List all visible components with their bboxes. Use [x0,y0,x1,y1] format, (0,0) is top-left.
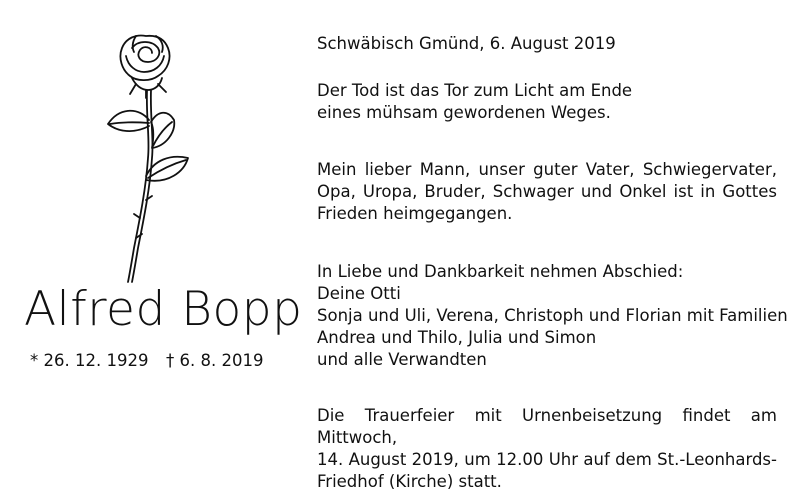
death-date: † 6. 8. 2019 [166,351,264,370]
funeral-info [317,405,777,493]
motto [317,80,777,124]
announcement-line: Frieden heimgegangen. [317,204,513,223]
funeral-line: Die Trauerfeier mit Urnenbeisetzung findet am Mittwoch, [317,406,777,447]
mourners [317,261,788,371]
funeral-line: 14. August 2019, um 12.00 Uhr auf dem St.-Leonhards- [317,450,777,469]
motto-line: eines mühsam gewordenen Weges. [317,103,611,122]
birth-date: * 26. 12. 1929 [30,351,149,370]
mourners-line: Deine Otti [317,284,401,303]
funeral-line: Friedhof (Kirche) statt. [317,472,502,491]
mourners-line: und alle Verwandten [317,350,487,369]
announcement-line: Opa, Uropa, Bruder, Schwager und Onkel ist in Gottes [317,182,777,201]
rose-icon [96,28,196,284]
deceased-name: Alfred Bopp [24,282,303,337]
place-date [317,33,777,55]
mourners-line: Andrea und Thilo, Julia und Simon [317,328,597,347]
life-dates [30,351,264,370]
announcement [317,159,777,225]
mourners-line: In Liebe und Dankbarkeit nehmen Abschied: [317,262,684,281]
place-date-line: Schwäbisch Gmünd, 6. August 2019 [317,34,616,53]
announcement-line: Mein lieber Mann, unser guter Vater, Schwiegervater, [317,160,777,179]
motto-line: Der Tod ist das Tor zum Licht am Ende [317,81,633,100]
mourners-line: Sonja und Uli, Verena, Christoph und Florian mit Familien [317,306,788,325]
